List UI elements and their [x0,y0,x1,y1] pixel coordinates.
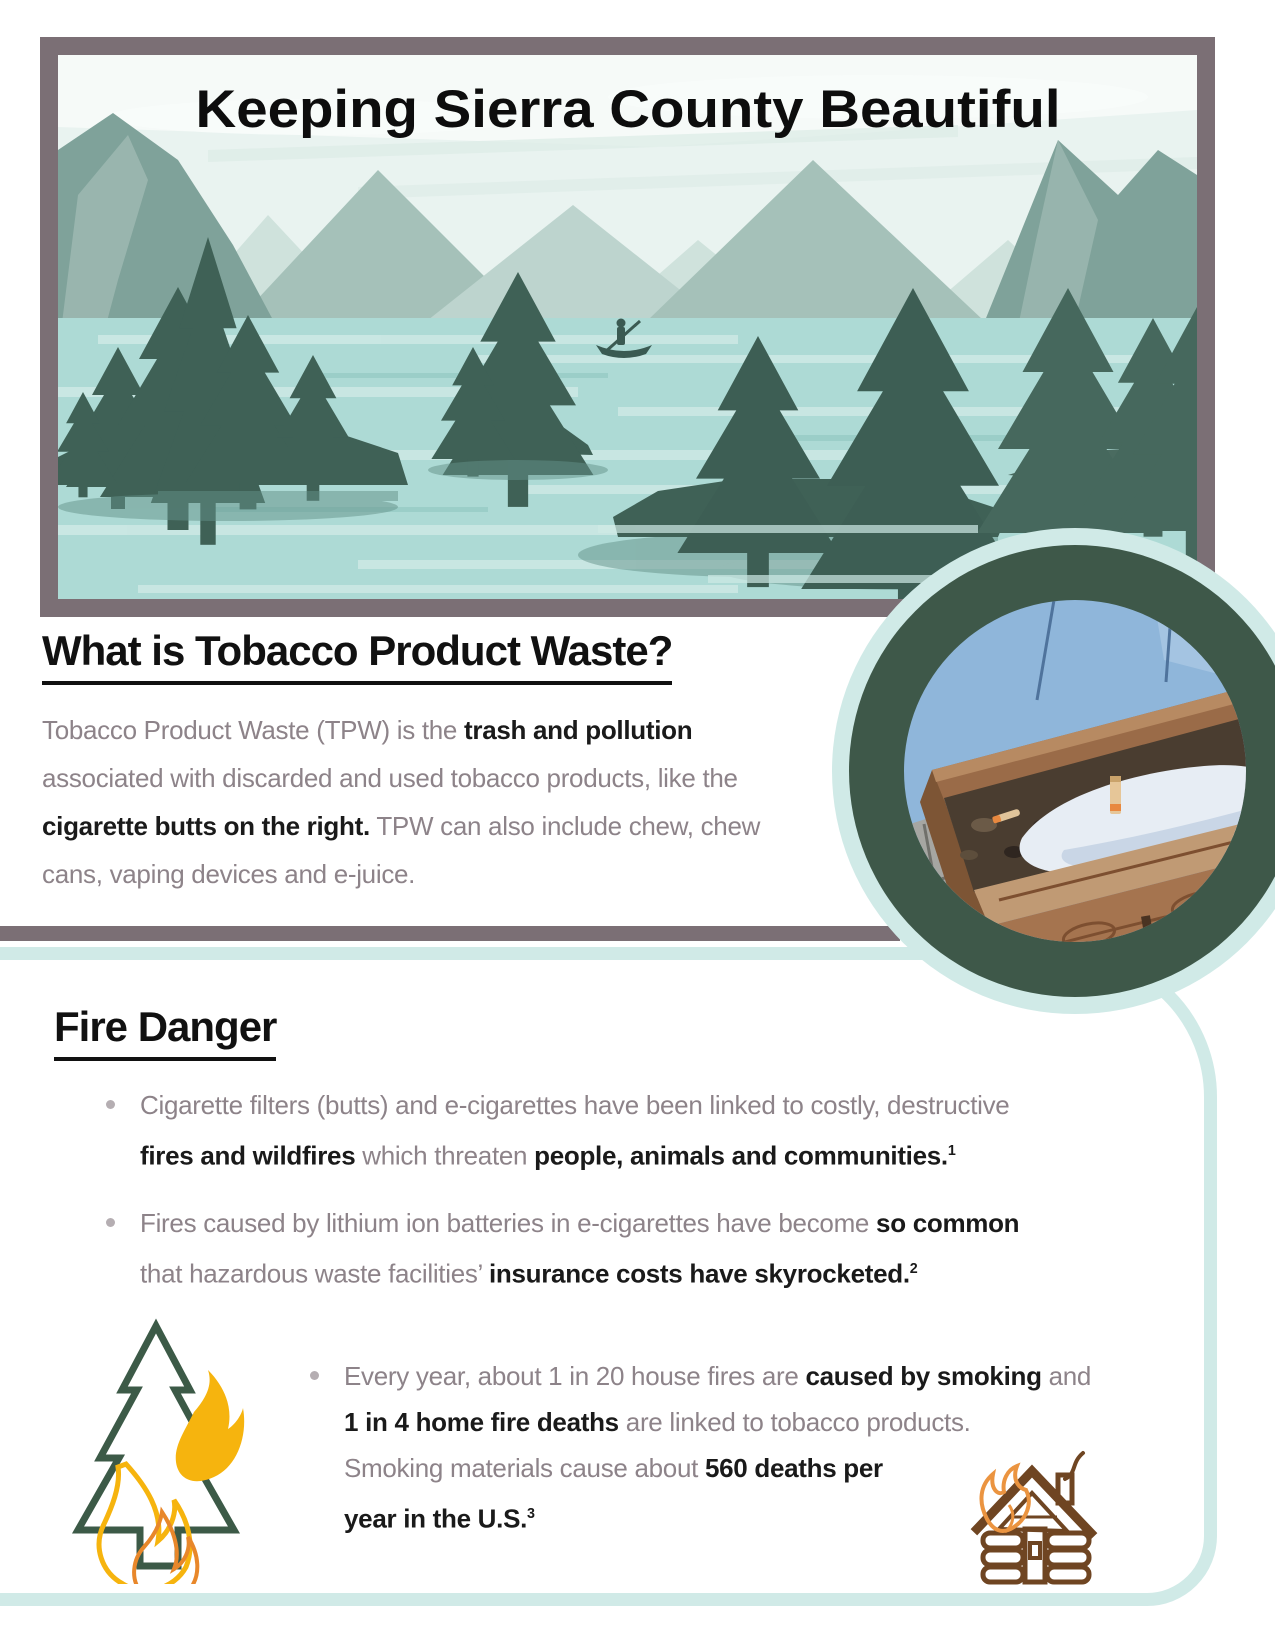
fire-danger-heading: Fire Danger [54,1004,276,1061]
photo-green-ring [849,545,1275,997]
log-walls [983,1529,1089,1582]
bullet-dot [106,1100,115,1109]
door-window [1030,1543,1040,1558]
burning-cabin-icon [965,1445,1115,1590]
divider-bar-gray [0,926,900,941]
tpw-heading: What is Tobacco Product Waste? [42,628,672,685]
bullet-text: Fires caused by lithium ion batteries in e-cigarettes have become so common that hazardous waste facilities’ insurance costs have skyrocketed.$^2$ [140,1208,1020,1289]
standing-cigarette-butt [1110,776,1121,814]
cigarette-waste-photo [904,600,1246,942]
bullet-text: Cigarette filters (butts) and e-cigarettes have been linked to costly, destructive fires and wildfires which threaten people, animals and communities.$^1$ [140,1090,1010,1171]
bullet-text: Every year, about 1 in 20 house fires are caused by smoking and 1 in 4 home fire deaths are linked to tobacco products. Smoking materials cause about 560 deaths per year in the U.S.$^3$ [344,1361,1092,1534]
tpw-paragraph: Tobacco Product Waste (TPW) is the trash and pollution associated with discarded and used tobacco products, like the cigarette butts on the right. TPW can also include chew, chew cans, vaping devices and e-juice. [42,715,761,889]
fire-danger-heading-wrap [54,1004,276,1061]
bullet-dot [106,1218,115,1227]
bullet-dot [310,1371,319,1380]
tpw-section-heading-wrap [42,628,672,685]
burning-tree-icon [66,1316,246,1589]
banner-title: Keeping Sierra County Beautiful [195,80,1061,139]
mountain-lake-scene [58,55,1197,599]
planter-photo-scene [904,600,1246,942]
